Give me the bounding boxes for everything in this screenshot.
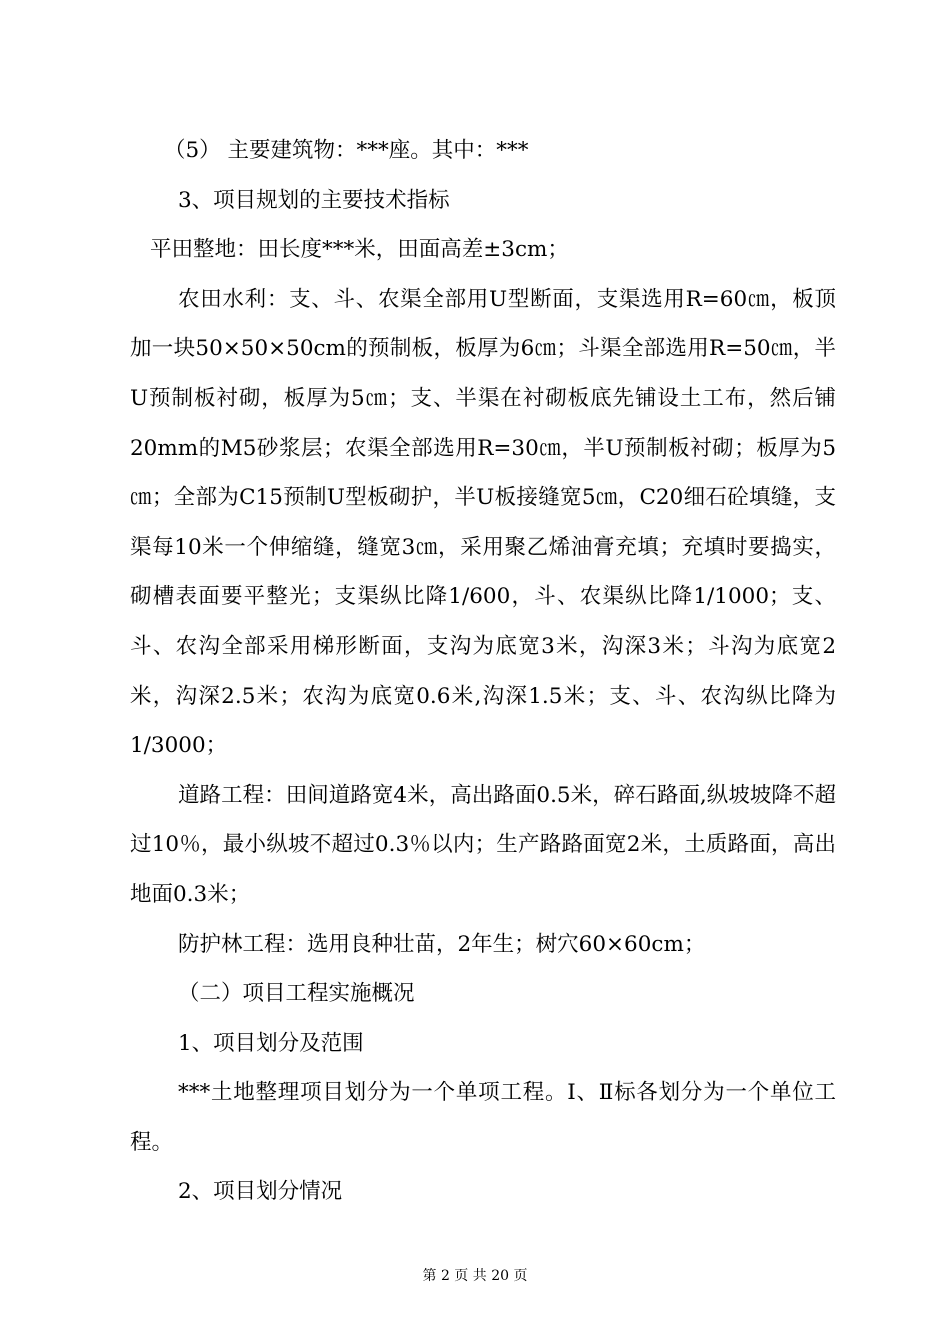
page-number-footer: 第 2 页 共 20 页 [422, 1268, 528, 1284]
paragraph-division-scope-heading: 1、项目划分及范围 [178, 1030, 364, 1056]
document-body [130, 126, 836, 1217]
paragraph-implementation-heading: （二）项目工程实施概况 [178, 981, 415, 1007]
paragraph-irrigation: 农田水利：支、斗、农渠全部用U型断面，支渠选用R=60㎝，板顶加一块50×50×50cm的预制板，板厚为6㎝；斗渠全部选用R=50㎝，半U预制板衬砌，板厚为5㎝；支、半渠在衬砌板底先铺设土工布，然后铺20mm的M5砂浆层；农渠全部选用R=30㎝，半U预制板衬砌；板厚为5㎝；全部为C15预制U型板砌护，半U板接缝宽5㎝，C20细石砼填缝，支渠每10米一个伸缩缝，缝宽3㎝，采用聚乙烯油膏充填；充填时要捣实，砌槽表面要平整光；支渠纵比降1/600，斗、农渠纵比降1/1000；支、斗、农沟全部采用梯形断面，支沟为底宽3米，沟深3米；斗沟为底宽2米，沟深2.5米；农沟为底宽0.6米,沟深1.5米；支、斗、农沟纵比降为1/3000； [130, 286, 836, 759]
paragraph-road-works: 道路工程：田间道路宽4米，高出路面0.5米，碎石路面,纵坡坡降不超过10％，最小纵坡不超过0.3％以内；生产路路面宽2米，土质路面，高出地面0.3米； [130, 782, 836, 907]
paragraph-technical-indicators-heading: 3、项目规划的主要技术指标 [178, 187, 450, 213]
paragraph-main-buildings: （5） 主要建筑物：***座。其中：*** [164, 138, 529, 163]
paragraph-land-leveling: 平田整地：田长度***米，田面高差±3cm； [150, 237, 569, 263]
paragraph-division-status-heading: 2、项目划分情况 [178, 1179, 343, 1205]
paragraph-division-description: ***土地整理项目划分为一个单项工程。Ⅰ、Ⅱ标各划分为一个单位工程。 [130, 1080, 836, 1155]
paragraph-shelterbelt: 防护林工程：选用良种壮苗，2年生；树穴60×60cm； [178, 931, 706, 957]
